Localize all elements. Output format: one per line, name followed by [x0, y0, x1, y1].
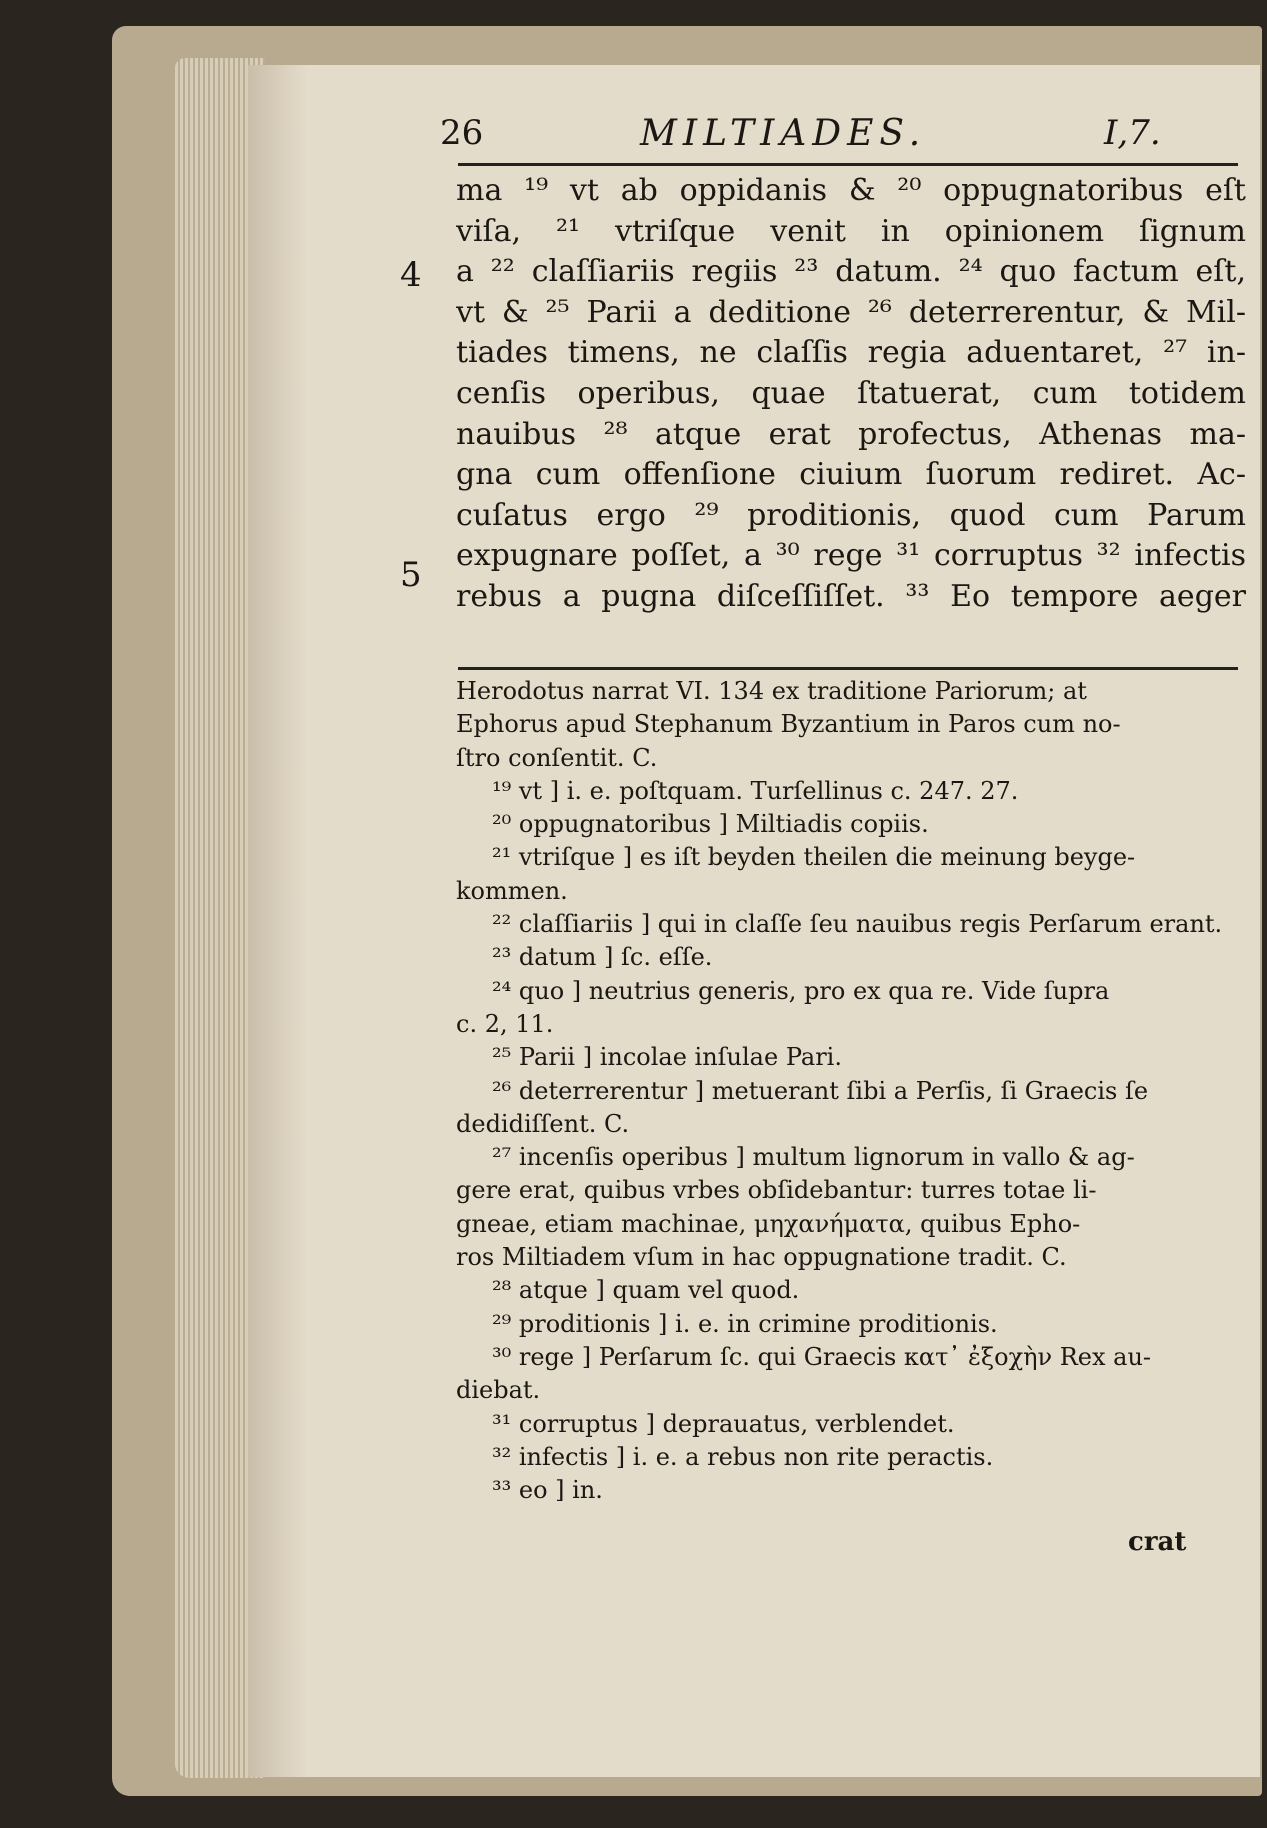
footnote-line: ſtro conſentit. C. — [456, 743, 658, 772]
main-text-line: gna cum offenſione ciuium ſuorum rediret. Ac- — [456, 457, 1246, 493]
footnote-line: ²³ datum ] ſc. eſſe. — [492, 943, 713, 972]
main-text-line: viſa, ²¹ vtriſque venit in opinionem ſignum — [456, 213, 1246, 249]
footnote-line: ¹⁹ vt ] i. e. poſtquam. Turſellinus c. 247. 27. — [492, 776, 1019, 805]
footnote-line: ²⁰ oppugnatoribus ] Miltiadis copiis. — [492, 810, 929, 839]
footnote-line: ²² claſſiariis ] qui in claſſe ſeu nauibus regis Perſarum erant. — [492, 910, 1223, 939]
footnote-line: ²⁶ deterrerentur ] metuerant ſibi a Perſis, ſi Graecis ſe — [492, 1076, 1149, 1105]
footnote-line: ³⁰ rege ] Perſarum ſc. qui Graecis κατ᾽ ἐξοχὴν Rex au- — [492, 1342, 1152, 1371]
footnote-line: ³¹ corruptus ] deprauatus, verblendet. — [492, 1409, 955, 1438]
footnotes — [456, 675, 1246, 1507]
footnote-line: ²⁸ atque ] quam vel quod. — [492, 1276, 800, 1305]
main-text-line: expugnare poſſet, a ³⁰ rege ³¹ corruptus ³² infectis — [456, 538, 1246, 574]
footnote-line: gere erat, quibus vrbes obſidebantur: turres totae li- — [456, 1176, 1097, 1205]
footnote-line: dedidiſſent. C. — [456, 1109, 630, 1138]
footnote-line: ²¹ vtriſque ] es iſt beyden theilen die meinung beyge- — [492, 843, 1136, 872]
main-text-line: a ²² claſſiariis regiis ²³ datum. ²⁴ quo factum eſt, — [456, 254, 1246, 290]
main-text-line: rebus a pugna diſceſſiſſet. ³³ Eo tempore aeger — [456, 578, 1246, 614]
main-text-line: cenſis operibus, quae ſtatuerat, cum totidem — [456, 375, 1246, 411]
margin-section-number: 5 — [400, 555, 422, 595]
page-number: 26 — [440, 113, 484, 153]
footnote-line: diebat. — [456, 1376, 541, 1405]
footnote-line: gneae, etiam machinae, μηχανήματα, quibus Epho- — [456, 1209, 1081, 1238]
header-rule — [458, 163, 1238, 166]
book-page — [248, 65, 1260, 1777]
main-text-line: ma ¹⁹ vt ab oppidanis & ²⁰ oppugnatoribus eſt — [456, 173, 1246, 208]
main-text-line: nauibus ²⁸ atque erat profectus, Athenas ma- — [456, 416, 1246, 452]
footnote-line: Herodotus narrat VI. 134 ex traditione Pariorum; at — [456, 677, 1087, 705]
footnote-line: c. 2, 11. — [456, 1009, 554, 1038]
footnote-line: ²⁵ Parii ] incolae inſulae Pari. — [492, 1043, 842, 1072]
main-text-line: cuſatus ergo ²⁹ proditionis, quod cum Parum — [456, 497, 1246, 533]
catchword: crat — [1128, 1527, 1187, 1557]
main-text-line: vt & ²⁵ Parii a deditione ²⁶ deterrerentur, & Mil- — [456, 294, 1246, 330]
footnote-line: kommen. — [456, 876, 568, 905]
footnote-line: ³² infectis ] i. e. a rebus non rite peractis. — [492, 1442, 994, 1471]
page-header — [248, 113, 1260, 163]
main-text — [456, 171, 1246, 618]
footnote-line: ²⁷ incenſis operibus ] multum lignorum in vallo & ag- — [492, 1143, 1135, 1172]
footnote-line: ²⁹ proditionis ] i. e. in crimine proditionis. — [492, 1309, 998, 1338]
footnote-line: Ephorus apud Stephanum Byzantium in Paros cum no- — [456, 710, 1121, 739]
margin-section-number: 4 — [400, 255, 422, 295]
running-head: MILTIADES. — [640, 113, 927, 154]
footnote-line: ²⁴ quo ] neutrius generis, pro ex qua re. Vide ſupra — [492, 976, 1110, 1005]
chapter-reference: I,7. — [1104, 113, 1161, 153]
footnote-line: ros Miltiadem vſum in hac oppugnatione tradit. C. — [456, 1243, 1067, 1272]
main-text-line: tiades timens, ne claſſis regia aduentaret, ²⁷ in- — [456, 335, 1246, 371]
footnote-line: ³³ eo ] in. — [492, 1476, 603, 1505]
notes-rule — [458, 667, 1238, 670]
